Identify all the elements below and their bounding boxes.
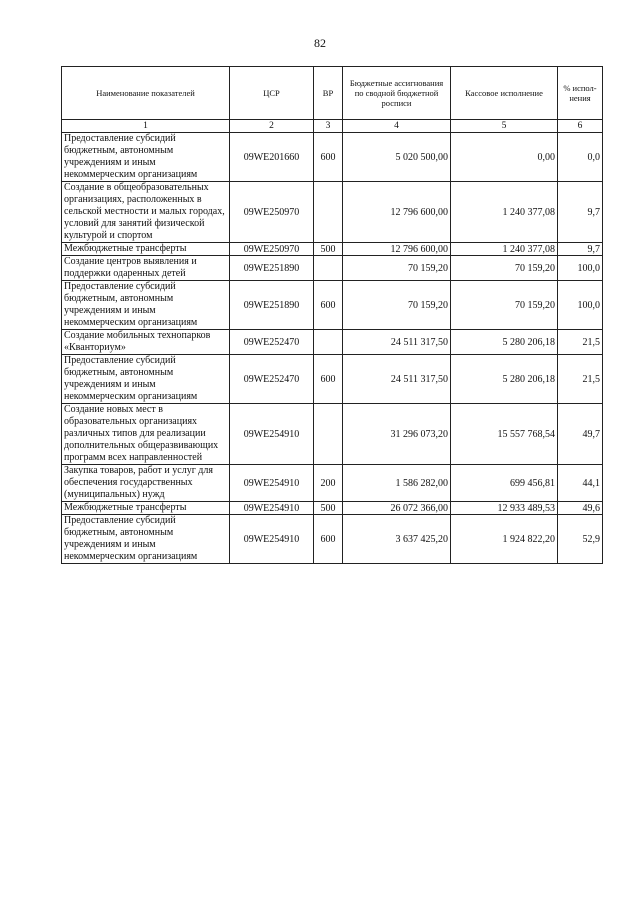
row-budget: 26 072 366,00 — [343, 502, 451, 515]
table-row — [62, 182, 603, 243]
row-csr: 09WE254910 — [230, 515, 314, 564]
row-name: Создание новых мест в образовательных организациях различных типов для реализации дополнительных общеразвивающих программ всех направленностей — [62, 404, 230, 465]
row-name: Предоставление субсидий бюджетным, автономным учреждениям и иным некоммерческим организациям — [62, 133, 230, 182]
page-number: 82 — [314, 36, 326, 50]
column-number: 1 — [62, 120, 230, 133]
budget-execution-table — [61, 66, 603, 564]
row-budget: 1 586 282,00 — [343, 465, 451, 502]
header-name: Наименование показателей — [62, 67, 230, 120]
row-csr: 09WE251890 — [230, 256, 314, 281]
table-row — [62, 404, 603, 465]
row-cash: 0,00 — [451, 133, 558, 182]
row-csr: 09WE201660 — [230, 133, 314, 182]
row-cash: 70 159,20 — [451, 256, 558, 281]
table-row — [62, 133, 603, 182]
table-row — [62, 330, 603, 355]
row-csr: 09WE250970 — [230, 182, 314, 243]
row-budget: 5 020 500,00 — [343, 133, 451, 182]
row-vr: 200 — [314, 465, 343, 502]
row-cash: 5 280 206,18 — [451, 330, 558, 355]
row-name: Предоставление субсидий бюджетным, автономным учреждениям и иным некоммерческим организациям — [62, 355, 230, 404]
column-number: 4 — [343, 120, 451, 133]
row-cash: 5 280 206,18 — [451, 355, 558, 404]
row-csr: 09WE251890 — [230, 281, 314, 330]
row-vr: 500 — [314, 243, 343, 256]
row-percent: 0,0 — [558, 133, 603, 182]
table-row — [62, 465, 603, 502]
row-budget: 70 159,20 — [343, 281, 451, 330]
table-row — [62, 256, 603, 281]
row-name: Предоставление субсидий бюджетным, автономным учреждениям и иным некоммерческим организациям — [62, 281, 230, 330]
column-number-row — [62, 120, 603, 133]
row-csr: 09WE252470 — [230, 330, 314, 355]
row-budget: 24 511 317,50 — [343, 355, 451, 404]
row-budget: 24 511 317,50 — [343, 330, 451, 355]
row-vr — [314, 330, 343, 355]
row-percent: 9,7 — [558, 243, 603, 256]
row-vr: 600 — [314, 355, 343, 404]
row-csr: 09WE254910 — [230, 465, 314, 502]
row-cash: 12 933 489,53 — [451, 502, 558, 515]
row-cash: 1 924 822,20 — [451, 515, 558, 564]
row-percent: 21,5 — [558, 330, 603, 355]
row-vr: 600 — [314, 281, 343, 330]
column-number: 5 — [451, 120, 558, 133]
row-name: Закупка товаров, работ и услуг для обеспечения государственных (муниципальных) нужд — [62, 465, 230, 502]
row-name: Создание мобильных технопарков «Кванториум» — [62, 330, 230, 355]
row-percent: 100,0 — [558, 256, 603, 281]
row-vr — [314, 182, 343, 243]
row-csr: 09WE252470 — [230, 355, 314, 404]
row-vr — [314, 404, 343, 465]
row-csr: 09WE250970 — [230, 243, 314, 256]
row-budget: 31 296 073,20 — [343, 404, 451, 465]
header-budget: Бюджетные ассигнования по сводной бюджетной росписи — [343, 67, 451, 120]
column-number: 2 — [230, 120, 314, 133]
row-cash: 70 159,20 — [451, 281, 558, 330]
row-percent: 49,6 — [558, 502, 603, 515]
row-budget: 70 159,20 — [343, 256, 451, 281]
row-vr: 600 — [314, 133, 343, 182]
column-number: 3 — [314, 120, 343, 133]
row-name: Создание центров выявления и поддержки одаренных детей — [62, 256, 230, 281]
row-vr — [314, 256, 343, 281]
row-budget: 12 796 600,00 — [343, 182, 451, 243]
table-row — [62, 502, 603, 515]
header-csr: ЦСР — [230, 67, 314, 120]
row-percent: 21,5 — [558, 355, 603, 404]
row-vr: 500 — [314, 502, 343, 515]
row-cash: 1 240 377,08 — [451, 243, 558, 256]
row-name: Создание в общеобразовательных организациях, расположенных в сельской местности и малых городах, условий для занятий физической культурой и спортом — [62, 182, 230, 243]
row-name: Предоставление субсидий бюджетным, автономным учреждениям и иным некоммерческим организациям — [62, 515, 230, 564]
row-budget: 3 637 425,20 — [343, 515, 451, 564]
row-budget: 12 796 600,00 — [343, 243, 451, 256]
row-percent: 9,7 — [558, 182, 603, 243]
table-row — [62, 515, 603, 564]
row-percent: 44,1 — [558, 465, 603, 502]
header-cash: Кассовое исполнение — [451, 67, 558, 120]
table-row — [62, 355, 603, 404]
row-csr: 09WE254910 — [230, 502, 314, 515]
row-name: Межбюджетные трансферты — [62, 243, 230, 256]
row-name: Межбюджетные трансферты — [62, 502, 230, 515]
column-number: 6 — [558, 120, 603, 133]
table-row — [62, 243, 603, 256]
row-cash: 15 557 768,54 — [451, 404, 558, 465]
row-cash: 699 456,81 — [451, 465, 558, 502]
row-percent: 100,0 — [558, 281, 603, 330]
header-row — [62, 67, 603, 120]
header-percent: % испол-нения — [558, 67, 603, 120]
row-percent: 52,9 — [558, 515, 603, 564]
row-percent: 49,7 — [558, 404, 603, 465]
header-vr: ВР — [314, 67, 343, 120]
row-cash: 1 240 377,08 — [451, 182, 558, 243]
row-vr: 600 — [314, 515, 343, 564]
row-csr: 09WE254910 — [230, 404, 314, 465]
table-row — [62, 281, 603, 330]
